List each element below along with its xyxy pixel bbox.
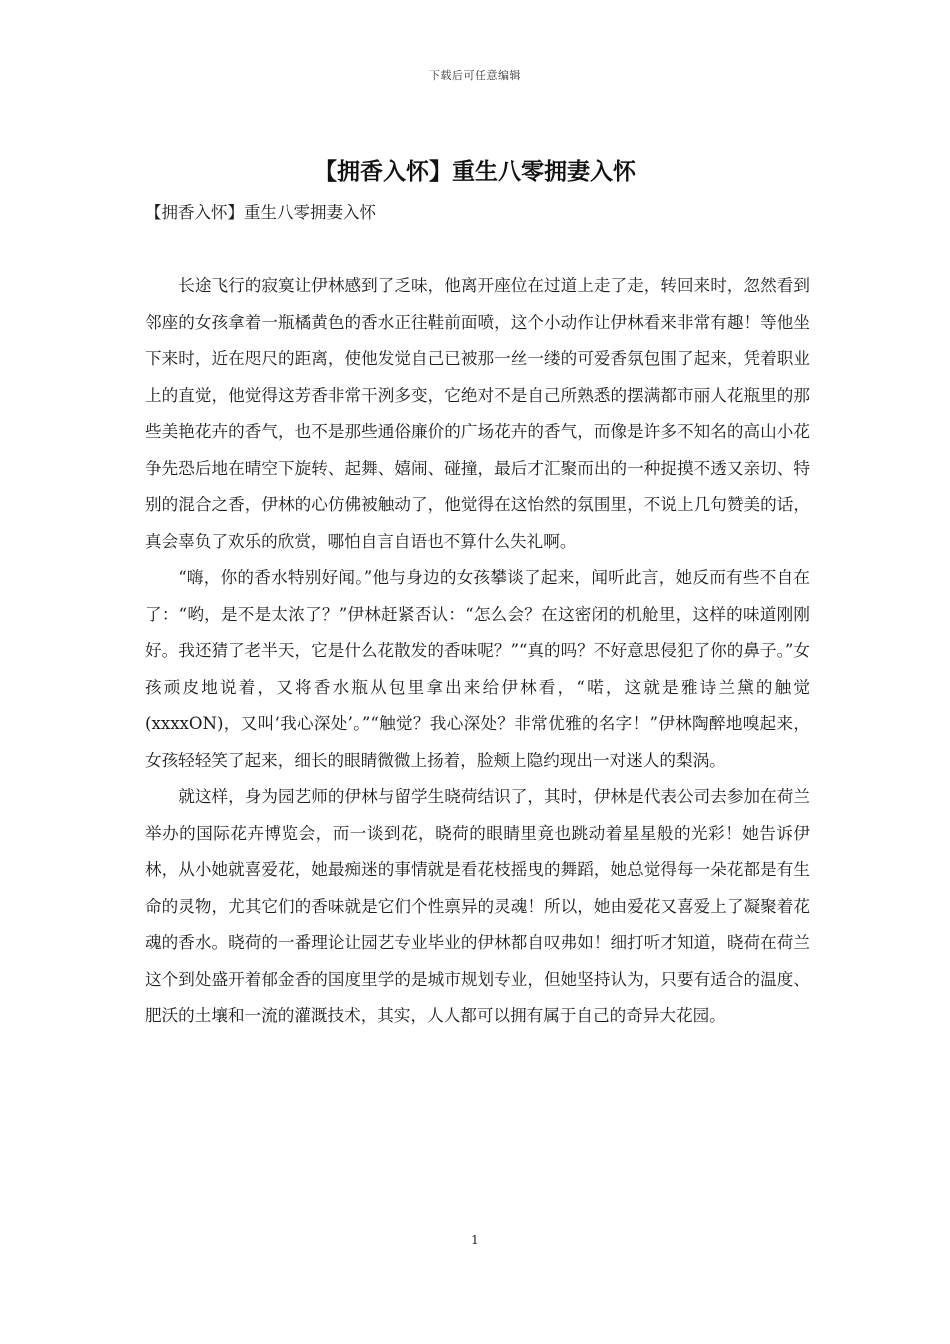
document-body <box>145 268 810 1035</box>
paragraph-3: 就这样，身为园艺师的伊林与留学生晓荷结识了，其时，伊林是代表公司去参加在荷兰举办的国际花卉博览会，而一谈到花，晓荷的眼睛里竟也跳动着星星般的光彩！她告诉伊林，从小她就喜爱花，她最痴迷的事情就是看花枝摇曳的舞蹈，她总觉得每一朵花都是有生命的灵物，尤其它们的香味就是它们个性禀异的灵魂！所以，她由爱花又喜爱上了凝聚着花魂的香水。晓荷的一番理论让园艺专业毕业的伊林都自叹弗如！细打听才知道，晓荷在荷兰这个到处盛开着郁金香的国度里学的是城市规划专业，但她坚持认为，只要有适合的温度、肥沃的土壤和一流的灌溉技术，其实，人人都可以拥有属于自己的奇异大花园。 <box>145 787 810 1025</box>
paragraph-1: 长途飞行的寂寞让伊林感到了乏味，他离开座位在过道上走了走，转回来时，忽然看到邻座的女孩拿着一瓶橘黄色的香水正往鞋前面喷，这个小动作让伊林看来非常有趣！等他坐下来时，近在咫尺的距离，使他发觉自己已被那一丝一缕的可爱香氛包围了起来，凭着职业上的直觉，他觉得这芳香非常干洌多变，它绝对不是自己所熟悉的摆满都市丽人花瓶里的那些美艳花卉的香气，也不是那些通俗廉价的广场花卉的香气，而像是许多不知名的高山小花争先恐后地在晴空下旋转、起舞、嬉闹、碰撞，最后才汇聚而出的一种捉摸不透又亲切、特别的混合之香，伊林的心仿佛被触动了，他觉得在这怡然的氛围里，不说上几句赞美的话，真会辜负了欢乐的欣赏，哪怕自言自语也不算什么失礼啊。 <box>145 276 810 551</box>
paragraph-2: “嗨，你的香水特别好闻。”他与身边的女孩攀谈了起来，闻听此言，她反而有些不自在了：“哟，是不是太浓了？”伊林赶紧否认：“怎么会？在这密闭的机舱里，这样的味道刚刚好。我还猜了老半天，它是什么花散发的香味呢？”“真的吗？不好意思侵犯了你的鼻子。”女孩顽皮地说着，又将香水瓶从包里拿出来给伊林看，“喏，这就是雅诗兰黛的触觉(xxxxON)，又叫‘我心深处’。”“触觉？我心深处？非常优雅的名字！”伊林陶醉地嗅起来，女孩轻轻笑了起来，细长的眼睛微微上扬着，脸颊上隐约现出一对迷人的梨涡。 <box>145 568 810 770</box>
document-title: 【拥香入怀】重生八零拥妻入怀 <box>314 158 636 185</box>
document-subtitle: 【拥香入怀】重生八零拥妻入怀 <box>145 203 376 222</box>
page-header-note: 下载后可任意编辑 <box>429 69 521 82</box>
page-number: 1 <box>471 1233 479 1247</box>
